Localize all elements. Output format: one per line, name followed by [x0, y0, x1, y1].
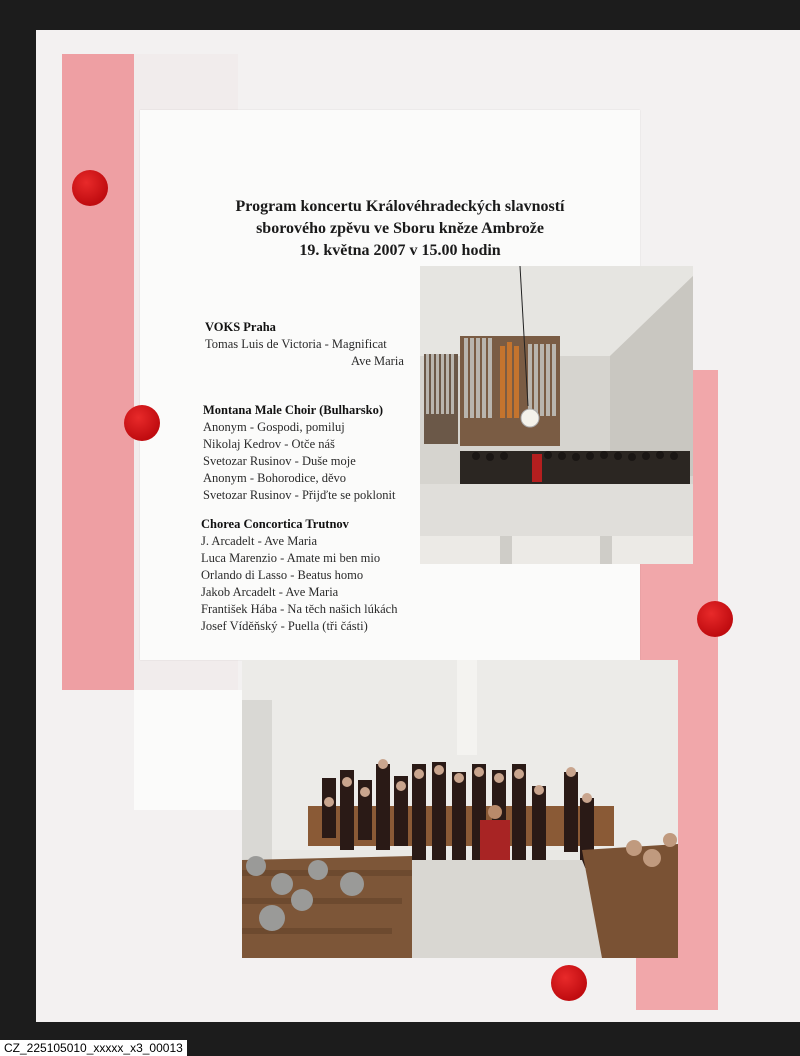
program-piece: František Hába - Na těch našich lúkách	[201, 602, 398, 616]
program-piece: J. Arcadelt - Ave Maria	[201, 534, 318, 548]
scan-caption: CZ_225105010_xxxxx_x3_00013	[0, 1040, 187, 1056]
program-piece: Svetozar Rusinov - Duše moje	[203, 454, 356, 468]
program-group-montana	[203, 402, 395, 504]
group-name: VOKS Praha	[205, 320, 276, 334]
program-piece: Orlando di Lasso - Beatus homo	[201, 568, 364, 582]
program-group-voks	[205, 319, 404, 370]
red-adhesive-dot	[72, 170, 108, 206]
program-piece: Ave Maria	[351, 354, 404, 368]
red-adhesive-dot	[551, 965, 587, 1001]
program-piece: Tomas Luis de Victoria - Magnificat	[205, 337, 387, 351]
title-line-2: sborového zpěvu ve Sboru kněze Ambrože	[256, 220, 544, 237]
title-line-1: Program koncertu Královéhradeckých slavností	[235, 198, 565, 215]
program-piece: Josef Víděňský - Puella (tři části)	[201, 619, 368, 633]
group-name: Montana Male Choir (Bulharsko)	[203, 403, 383, 417]
title-line-3: 19. května 2007 v 15.00 hodin	[299, 242, 501, 259]
red-adhesive-dot	[124, 405, 160, 441]
photo-organ-balcony	[420, 266, 693, 564]
paper-sheet-lower	[134, 690, 242, 810]
program-piece: Luca Marenzio - Amate mi ben mio	[201, 551, 381, 565]
red-adhesive-dot	[697, 601, 733, 637]
program-piece: Nikolaj Kedrov - Otče náš	[203, 437, 335, 451]
program-piece: Anonym - Gospodi, pomiluj	[203, 420, 345, 434]
program-group-chorea	[201, 516, 397, 635]
program-piece: Jakob Arcadelt - Ave Maria	[201, 585, 339, 599]
program-piece: Anonym - Bohorodice, děvo	[203, 471, 347, 485]
photo-choir-performance	[242, 660, 678, 958]
program-title	[190, 196, 610, 262]
program-piece: Svetozar Rusinov - Přijďte se poklonit	[203, 488, 396, 502]
group-name: Chorea Concortica Trutnov	[201, 517, 349, 531]
